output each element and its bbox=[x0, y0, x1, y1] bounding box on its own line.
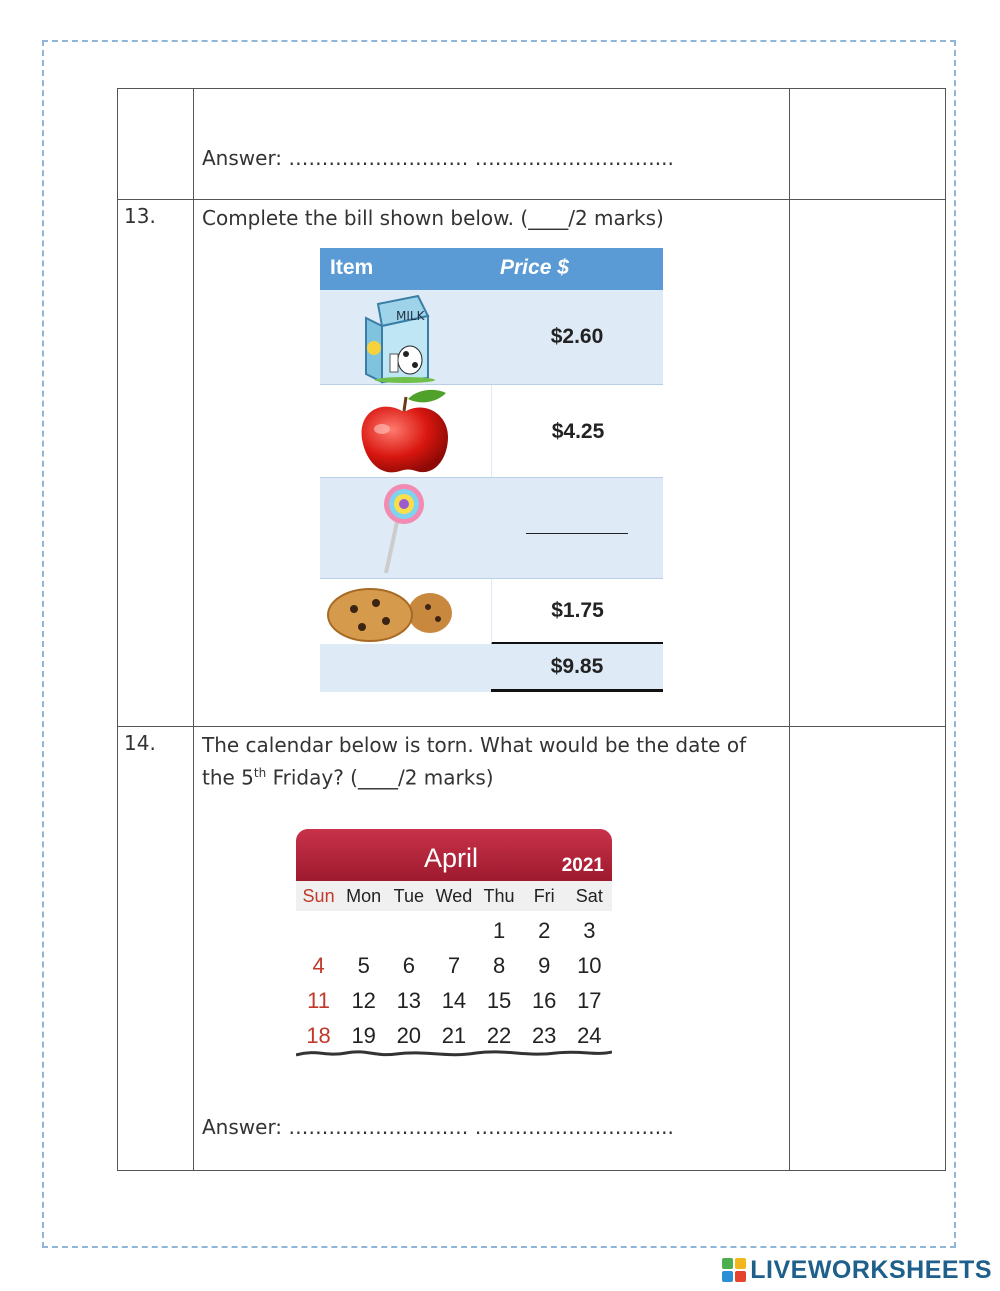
bill-row bbox=[320, 290, 663, 384]
item-cell bbox=[320, 644, 491, 692]
question-row-13 bbox=[118, 200, 946, 727]
calendar-date: 22 bbox=[486, 1023, 512, 1048]
bill-row bbox=[320, 384, 663, 478]
weekday-label: Fri bbox=[533, 886, 555, 906]
question-number: 13. bbox=[124, 204, 156, 228]
number-cell bbox=[118, 200, 194, 727]
calendar-date bbox=[431, 913, 476, 948]
question-number: 14. bbox=[124, 731, 156, 755]
calendar-month: April bbox=[424, 843, 479, 873]
calendar-date: 24 bbox=[577, 1023, 602, 1048]
bill-table bbox=[320, 248, 663, 692]
calendar-date: 4 bbox=[312, 953, 325, 978]
calendar-year: 2021 bbox=[561, 855, 604, 876]
calendar bbox=[296, 829, 612, 1061]
price-cell: $4.25 bbox=[491, 385, 664, 478]
price-cell: $1.75 bbox=[491, 579, 663, 645]
calendar-date bbox=[386, 913, 431, 948]
calendar-date: 16 bbox=[531, 988, 557, 1013]
item-cell bbox=[320, 478, 492, 579]
brand-name: LIVEWORKSHEETS bbox=[750, 1255, 992, 1284]
price-cell: $2.60 bbox=[491, 290, 663, 384]
calendar-date: 19 bbox=[351, 1023, 376, 1048]
calendar-date: 12 bbox=[351, 988, 376, 1013]
worksheet-table bbox=[117, 88, 946, 1171]
weekday-header bbox=[296, 881, 612, 911]
bill-row bbox=[320, 578, 663, 645]
calendar-date: 8 bbox=[492, 953, 506, 978]
calendar-date: 21 bbox=[441, 1023, 467, 1048]
calendar-grid bbox=[296, 911, 612, 1053]
weekday-label: Mon bbox=[346, 886, 382, 906]
calendar-week bbox=[296, 983, 612, 1018]
blank-price-line bbox=[526, 532, 628, 534]
calendar-date: 18 bbox=[306, 1023, 331, 1048]
marks-cell bbox=[790, 727, 946, 1171]
calendar-date: 14 bbox=[441, 988, 467, 1013]
calendar-date: 9 bbox=[538, 953, 551, 978]
question-row-14 bbox=[118, 727, 946, 1171]
bill-header bbox=[320, 248, 663, 290]
apple-icon bbox=[320, 385, 491, 478]
calendar-date: 1 bbox=[492, 918, 506, 943]
calendar-date: 17 bbox=[577, 988, 602, 1013]
weekday-label: Thu bbox=[483, 886, 515, 906]
price-cell[interactable] bbox=[491, 478, 663, 579]
calendar-date: 3 bbox=[583, 918, 596, 943]
calendar-date: 5 bbox=[357, 953, 370, 978]
answer-line[interactable]: Answer: ……………………… ………………………... bbox=[202, 146, 674, 170]
calendar-date: 6 bbox=[402, 953, 415, 978]
question-cell bbox=[194, 727, 790, 1171]
calendar-date: 15 bbox=[486, 988, 512, 1013]
weekday-label: Sun bbox=[302, 886, 335, 906]
calendar-date: 11 bbox=[307, 988, 330, 1013]
calendar-date: 2 bbox=[538, 918, 551, 943]
bill-row bbox=[320, 477, 663, 579]
weekday-label: Tue bbox=[393, 886, 424, 906]
logo-icon bbox=[722, 1258, 746, 1282]
item-cell bbox=[320, 290, 492, 384]
question-row-12 bbox=[118, 89, 946, 200]
marks-cell bbox=[790, 200, 946, 727]
milk-carton-icon bbox=[320, 290, 491, 384]
answer-line[interactable]: Answer: ……………………… ………………………... bbox=[202, 1115, 674, 1139]
calendar-week bbox=[296, 913, 612, 948]
calendar-date: 7 bbox=[447, 953, 461, 978]
weekday-label: Sat bbox=[575, 886, 603, 906]
number-cell bbox=[118, 727, 194, 1171]
liveworksheets-logo bbox=[722, 1255, 992, 1285]
calendar-week bbox=[296, 1018, 612, 1053]
question-text: Complete the bill shown below. (____/2 marks) bbox=[202, 206, 664, 230]
price-header: Price $ bbox=[500, 256, 569, 279]
question-cell bbox=[194, 200, 790, 727]
svg-text:MILK: MILK bbox=[396, 309, 425, 323]
marks-cell bbox=[790, 89, 946, 200]
item-cell bbox=[320, 385, 492, 478]
calendar-week bbox=[296, 948, 612, 983]
calendar-date: 20 bbox=[396, 1023, 422, 1048]
item-header: Item bbox=[330, 256, 374, 279]
question-cell bbox=[194, 89, 790, 200]
cookies-icon bbox=[320, 579, 491, 645]
weekday-label: Wed bbox=[435, 886, 473, 906]
total-cell: $9.85 bbox=[491, 644, 663, 692]
calendar-date bbox=[296, 913, 341, 948]
number-cell bbox=[118, 89, 194, 200]
question-text: The calendar below is torn. What would be the date of the 5th Friday? (____/2 marks) bbox=[202, 733, 747, 790]
calendar-date: 23 bbox=[531, 1023, 557, 1048]
calendar-date bbox=[341, 913, 386, 948]
bill-total-row bbox=[320, 644, 663, 692]
item-cell bbox=[320, 579, 492, 645]
calendar-header bbox=[296, 829, 612, 881]
lollipop-icon bbox=[320, 478, 491, 579]
calendar-date: 10 bbox=[577, 953, 602, 978]
calendar-date: 13 bbox=[396, 988, 422, 1013]
